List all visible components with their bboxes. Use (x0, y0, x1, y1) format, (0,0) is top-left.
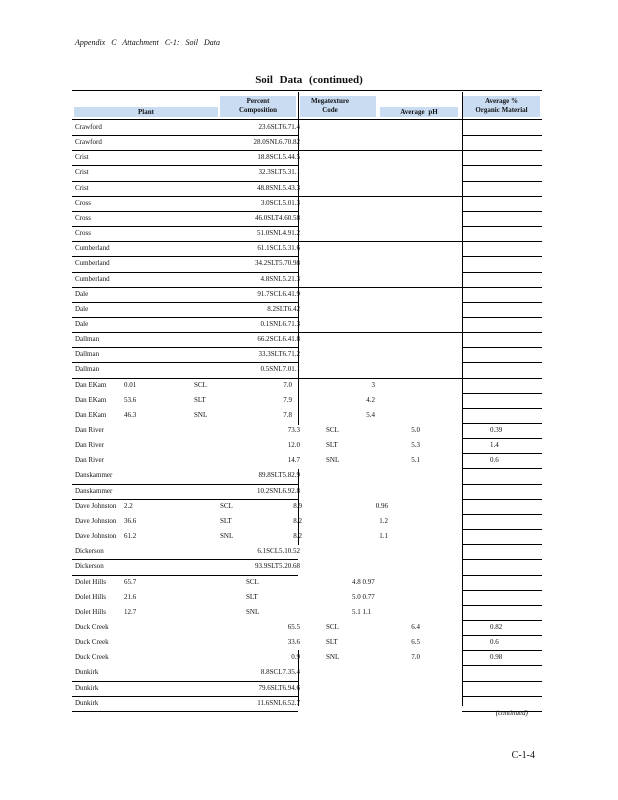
code-cell: SNL (326, 653, 340, 662)
composition-cell: 36.6 (124, 516, 137, 525)
composition-cell: 0.1SNL6.71.3 (260, 319, 300, 328)
table-row (0, 515, 618, 530)
table-row (0, 500, 618, 515)
value-cell: 1.2 (379, 516, 388, 525)
page-header: Appendix C Attachment C-1: Soil Data (75, 38, 220, 47)
header-bottom-rule (72, 119, 542, 120)
table-row (0, 606, 618, 621)
plant-cell: Duck Creek (75, 653, 109, 662)
ph-cell: 7.0 (411, 653, 420, 662)
plant-cell: Cross (75, 213, 91, 222)
table-row (0, 651, 618, 666)
plant-cell: Crist (75, 153, 89, 162)
composition-cell: 23.6SLT6.71.4 (258, 123, 300, 131)
table-row (0, 273, 618, 288)
table-row (0, 379, 618, 394)
plant-cell: Cumberland (75, 259, 110, 268)
composition-cell: 12.0 (287, 441, 300, 450)
composition-cell: 65.5 (287, 622, 300, 631)
composition-cell: 0.01 (124, 380, 137, 389)
organic-cell: 0.6 (490, 638, 499, 647)
plant-cell: Dan EKam (75, 410, 107, 419)
table-row (0, 182, 618, 197)
composition-cell: 48.8SNL5.43.3 (257, 183, 300, 192)
composition-cell: 11.6SNL6.52.7 (257, 698, 300, 707)
composition-cell: 10.2SNL6.92.8 (257, 486, 300, 495)
organic-cell: 0.39 (490, 426, 503, 434)
composition-cell: 33.6 (287, 638, 300, 647)
plant-cell: Dallman (75, 335, 100, 344)
composition-cell: 32.3SLT5.31.1 (258, 168, 300, 177)
plant-cell: Dave Johnston (75, 501, 117, 510)
plant-cell: Cross (75, 229, 91, 238)
composition-cell: 8.8SCL7.35.4 (260, 668, 300, 677)
table-row (0, 666, 618, 681)
plant-cell: Dickerson (75, 547, 104, 556)
composition-cell: 61.1SCL5.31.6 (257, 244, 300, 253)
plant-cell: Crist (75, 183, 89, 192)
composition-cell: 65.7 (124, 577, 137, 586)
plant-cell: Cross (75, 198, 91, 207)
plant-cell: Duck Creek (75, 622, 109, 631)
composition-cell: 91.7SCL6.41.9 (257, 289, 300, 298)
code-cell: SNL (246, 607, 260, 616)
table-row (0, 288, 618, 303)
table-row (0, 227, 618, 242)
composition-cell: 2.2 (124, 501, 133, 510)
code-cell: SCL (220, 501, 233, 510)
organic-cell: 0.82 (490, 622, 503, 631)
plant-cell: Dan River (75, 426, 104, 434)
column-header-organic: Average % Organic Material (475, 97, 528, 114)
composition-cell: 4.8SNL5.21.3 (260, 274, 300, 283)
row-rule (72, 711, 298, 712)
plant-cell: Dallman (75, 365, 100, 374)
value-cell: 5.4 (366, 410, 375, 419)
ph-cell: 5.0 (411, 426, 420, 434)
table-row (0, 136, 618, 151)
table-row (0, 439, 618, 454)
code-cell: SLT (246, 592, 258, 601)
plant-cell: Danskammer (75, 486, 113, 495)
plant-cell: Dale (75, 304, 89, 313)
plant-cell: Crist (75, 168, 89, 177)
plant-cell: Cumberland (75, 244, 110, 253)
plant-cell: Dan EKam (75, 395, 107, 404)
table-row (0, 454, 618, 469)
plant-cell: Dallman (75, 350, 100, 359)
page-number: C-1-4 (511, 750, 535, 761)
value-cell: 7.8 (283, 410, 292, 419)
code-cell: SNL (220, 532, 234, 541)
composition-cell: 8.2SLT6.42 (267, 304, 300, 313)
composition-cell: 21.6 (124, 592, 137, 601)
code-cell: SCL (194, 380, 207, 389)
organic-cell: 0.98 (490, 653, 503, 662)
table-row (0, 363, 618, 378)
table-row (0, 394, 618, 409)
plant-cell: Dickerson (75, 562, 104, 571)
table-top-rule (72, 90, 542, 91)
header-divider (298, 92, 299, 119)
plant-cell: Dunkirk (75, 683, 99, 692)
table-row (0, 333, 618, 348)
table-row (0, 576, 618, 591)
plant-cell: Dale (75, 319, 89, 328)
code-cell: SCL (246, 577, 259, 586)
composition-cell: 51.0SNL4.91.2 (257, 229, 300, 238)
table-row (0, 242, 618, 257)
table-row (0, 636, 618, 651)
column-header-percent: Percent Composition (238, 97, 278, 114)
column-header-plant: Plant (138, 108, 154, 116)
composition-cell: 61.2 (124, 532, 137, 541)
table-row (0, 257, 618, 272)
plant-cell: Dale (75, 289, 89, 298)
code-cell: SCL (326, 426, 339, 434)
organic-cell: 0.6 (490, 456, 499, 465)
composition-cell: 18.8SCL5.44.5 (257, 153, 300, 162)
column-header-megatexture: Megatexture Code (311, 97, 349, 114)
table-row (0, 166, 618, 181)
composition-cell: 0.5SNL7.01.1 (260, 365, 300, 374)
code-cell: SCL (326, 622, 339, 631)
code-cell: SLT (220, 516, 232, 525)
table-row (0, 469, 618, 484)
plant-cell: Dunkirk (75, 668, 99, 677)
ph-cell: 5.1 (411, 456, 420, 465)
plant-cell: Dan River (75, 441, 104, 450)
value-cell: 8.2 (293, 516, 302, 525)
table-row (0, 121, 618, 136)
table-row (0, 424, 618, 439)
ph-cell: 6.5 (411, 638, 420, 647)
value-cell: 8.9 (293, 501, 302, 510)
value-cell: 3 (371, 380, 375, 389)
value-cell: 8.2 (293, 532, 302, 541)
table-row (0, 197, 618, 212)
table-row (0, 303, 618, 318)
column-header-ph: Average pH (400, 108, 438, 116)
composition-cell: 93.9SLT5.20.68 (254, 562, 300, 571)
composition-cell: 34.2SLT5.70.98 (254, 259, 300, 268)
table-row (0, 530, 618, 545)
plant-cell: Danskammer (75, 471, 113, 480)
code-cell: SLT (326, 441, 338, 450)
value-cell: 7.0 (283, 380, 292, 389)
table-title: Soil Data (continued) (255, 74, 363, 86)
code-cell: SNL (326, 456, 340, 465)
plant-cell: Dave Johnston (75, 516, 117, 525)
table-row (0, 621, 618, 636)
table-row (0, 318, 618, 333)
composition-cell: 6.1SCL5.10.52 (257, 547, 300, 556)
composition-cell: 73.3 (287, 426, 300, 434)
composition-cell: 46.3 (124, 410, 137, 419)
composition-cell: 46.0SLT4.60.58 (254, 213, 300, 222)
composition-cell: 14.7 (287, 456, 300, 465)
composition-cell: 28.0SNL6.70.82 (253, 138, 300, 147)
value-cell: 5.1 1.1 (352, 607, 372, 616)
value-cell: 1.1 (379, 532, 388, 541)
value-cell: 5.0 0.77 (352, 592, 375, 601)
table-row (0, 409, 618, 424)
table-row (0, 682, 618, 697)
composition-cell: 66.2SCL6.41.8 (257, 335, 300, 344)
ph-cell: 5.3 (411, 441, 420, 450)
plant-cell: Crawford (75, 138, 102, 147)
table-row (0, 151, 618, 166)
plant-cell: Cumberland (75, 274, 110, 283)
continued-note: (continued) (495, 709, 528, 717)
plant-cell: Crawford (75, 123, 102, 131)
value-cell: 0.96 (375, 501, 388, 510)
plant-cell: Duck Creek (75, 638, 109, 647)
table-row (0, 591, 618, 606)
plant-cell: Dave Johnston (75, 532, 117, 541)
value-cell: 4.2 (366, 395, 375, 404)
plant-cell: Dan EKam (75, 380, 107, 389)
plant-cell: Dunkirk (75, 698, 99, 707)
composition-cell: 12.7 (124, 607, 137, 616)
value-cell: 7.9 (283, 395, 292, 404)
table-row (0, 485, 618, 500)
table-row (0, 212, 618, 227)
value-cell: 4.8 0.97 (352, 577, 375, 586)
plant-cell: Dan River (75, 456, 104, 465)
code-cell: SLT (326, 638, 338, 647)
plant-cell: Dolet Hills (75, 592, 106, 601)
organic-cell: 1.4 (490, 441, 499, 450)
plant-cell: Dolet Hills (75, 577, 106, 586)
composition-cell: 33.3SLT6.71.2 (258, 350, 300, 359)
composition-cell: 3.0SCL5.01.3 (260, 198, 300, 207)
plant-cell: Dolet Hills (75, 607, 106, 616)
table-row (0, 560, 618, 575)
table-row (0, 545, 618, 560)
composition-cell: 89.8SLT5.82.9 (258, 471, 300, 480)
table-row (0, 348, 618, 363)
composition-cell: 53.6 (124, 395, 137, 404)
composition-cell: 0.9 (291, 653, 300, 662)
ph-cell: 6.4 (411, 622, 420, 631)
code-cell: SNL (194, 410, 208, 419)
code-cell: SLT (194, 395, 206, 404)
composition-cell: 79.6SLT6.94.6 (258, 683, 300, 692)
